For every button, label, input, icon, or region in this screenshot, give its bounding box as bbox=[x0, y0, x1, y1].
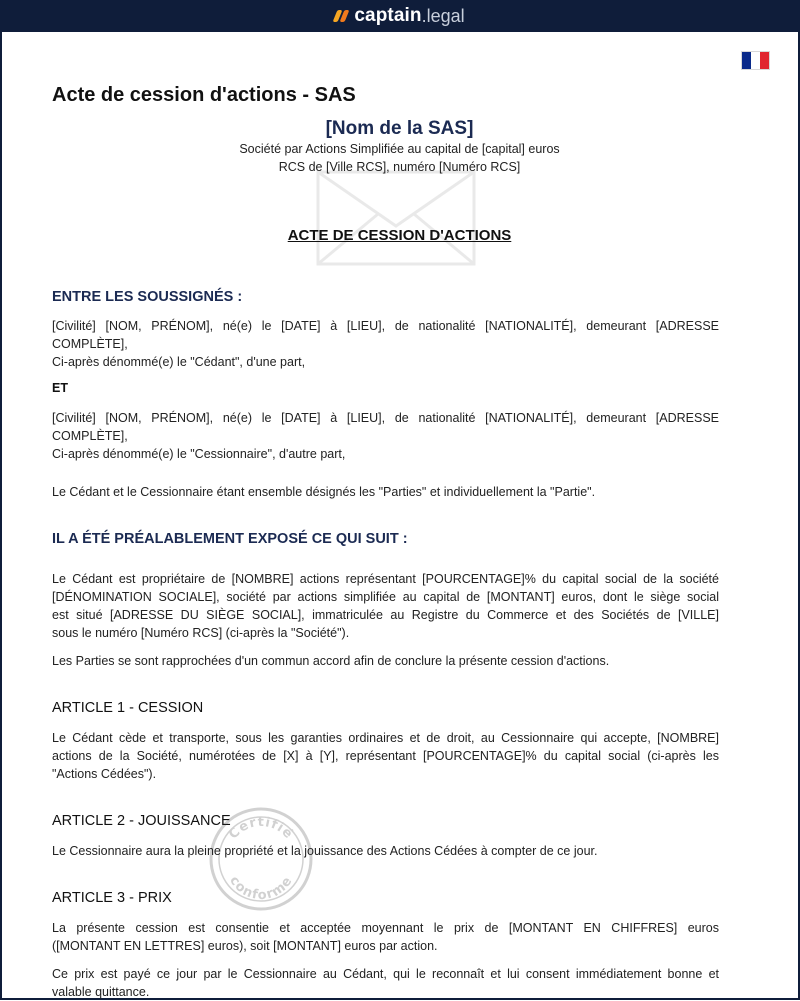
expose-paragraph bbox=[52, 570, 719, 642]
svg-text:conforme bbox=[226, 874, 296, 904]
article-3-title: ARTICLE 3 - PRIX bbox=[52, 890, 172, 906]
cedant-line: COMPLÈTE], bbox=[52, 337, 128, 351]
expose-line: sous le numéro [Numéro RCS] (ci-après la "Société"). bbox=[52, 626, 350, 640]
expose-line: est situé [ADRESSE DU SIÈGE SOCIAL], immatriculée au Registre du Commerce et des Sociétés de [VILLE] bbox=[52, 608, 719, 622]
cessionnaire-paragraph bbox=[52, 409, 719, 463]
cessionnaire-line: Ci-après dénommé(e) le "Cessionnaire", d'autre part, bbox=[52, 447, 346, 461]
cedant-line: [Civilité] [NOM, PRÉNOM], né(e) le [DATE] à [LIEU], de nationalité [NATIONALITÉ], demeurant [ADRESSE bbox=[52, 319, 719, 333]
company-name: [Nom de la SAS] bbox=[325, 118, 474, 139]
section-parties-title: ENTRE LES SOUSSIGNÉS : bbox=[52, 289, 243, 305]
article-1-title: ARTICLE 1 - CESSION bbox=[52, 700, 204, 716]
article-1-line: Le Cédant cède et transporte, sous les garanties ordinaires et de droit, au Cessionnaire qui accepte, [NOMBRE] bbox=[52, 731, 719, 745]
article-2-paragraph: Le Cessionnaire aura la pleine propriété et la jouissance des Actions Cédées à compter de ce jour. bbox=[52, 844, 598, 858]
brand-logo[interactable] bbox=[335, 5, 464, 27]
brand-name: captain bbox=[354, 5, 422, 26]
document-title: Acte de cession d'actions - SAS bbox=[52, 84, 356, 106]
svg-text:Certifié bbox=[226, 815, 296, 842]
article-1-line: actions de la Société, numérotées de [X] à [Y], représentant [POURCENTAGE]% du capital social (ci-après les bbox=[52, 749, 719, 763]
stamp-text-bottom: conforme bbox=[226, 873, 296, 904]
certified-stamp-icon bbox=[208, 806, 314, 912]
cedant-line: Ci-après dénommé(e) le "Cédant", d'une part, bbox=[52, 355, 306, 369]
document-heading: ACTE DE CESSION D'ACTIONS bbox=[287, 227, 512, 244]
article-3-line: La présente cession est consentie et acceptée moyennant le prix de [MONTANT EN CHIFFRES] euros bbox=[52, 921, 719, 935]
article-2-title: ARTICLE 2 - JOUISSANCE bbox=[52, 813, 231, 829]
section-expose-title: IL A ÉTÉ PRÉALABLEMENT EXPOSÉ CE QUI SUIT : bbox=[52, 531, 408, 547]
brand-mark-icon bbox=[333, 10, 350, 22]
french-flag-icon[interactable] bbox=[741, 51, 770, 70]
stamp-text-top: Certifié bbox=[226, 814, 296, 843]
expose-line: Le Cédant est propriétaire de [NOMBRE] actions représentant [POURCENTAGE]% du capital social de la société bbox=[52, 572, 719, 586]
article-3-line: ([MONTANT EN LETTRES] euros), soit [MONTANT] euros par action. bbox=[52, 939, 438, 953]
top-bar bbox=[0, 0, 800, 32]
article-1-line: "Actions Cédées"). bbox=[52, 767, 157, 781]
expose-line: [DÉNOMINATION SOCIALE], société par actions simplifiée au capital de [MONTANT] euros, dont le siège social bbox=[52, 590, 719, 604]
cessionnaire-line: COMPLÈTE], bbox=[52, 429, 128, 443]
brand-suffix: .legal bbox=[421, 5, 465, 26]
article-3-p2-line: valable quittance. bbox=[52, 985, 150, 999]
cessionnaire-line: [Civilité] [NOM, PRÉNOM], né(e) le [DATE] à [LIEU], de nationalité [NATIONALITÉ], demeurant [ADRESSE bbox=[52, 411, 719, 425]
cedant-paragraph bbox=[52, 317, 719, 371]
company-rcs-line: RCS de [Ville RCS], numéro [Numéro RCS] bbox=[278, 160, 521, 174]
article-3-paragraph-2 bbox=[52, 965, 719, 1001]
article-3-p2-line: Ce prix est payé ce jour par le Cessionnaire au Cédant, qui le reconnaît et lui consent immédiatement bonne et bbox=[52, 967, 719, 981]
article-3-paragraph bbox=[52, 919, 719, 955]
company-capital-line: Société par Actions Simplifiée au capital de [capital] euros bbox=[239, 142, 560, 156]
expose-paragraph-2: Les Parties se sont rapprochées d'un commun accord afin de conclure la présente cession d'actions. bbox=[52, 654, 610, 668]
article-1-paragraph bbox=[52, 729, 719, 783]
et-separator: ET bbox=[52, 381, 68, 395]
parties-definition: Le Cédant et le Cessionnaire étant ensemble désignés les "Parties" et individuellement la "Partie". bbox=[52, 485, 596, 499]
envelope-watermark-icon bbox=[316, 170, 476, 266]
